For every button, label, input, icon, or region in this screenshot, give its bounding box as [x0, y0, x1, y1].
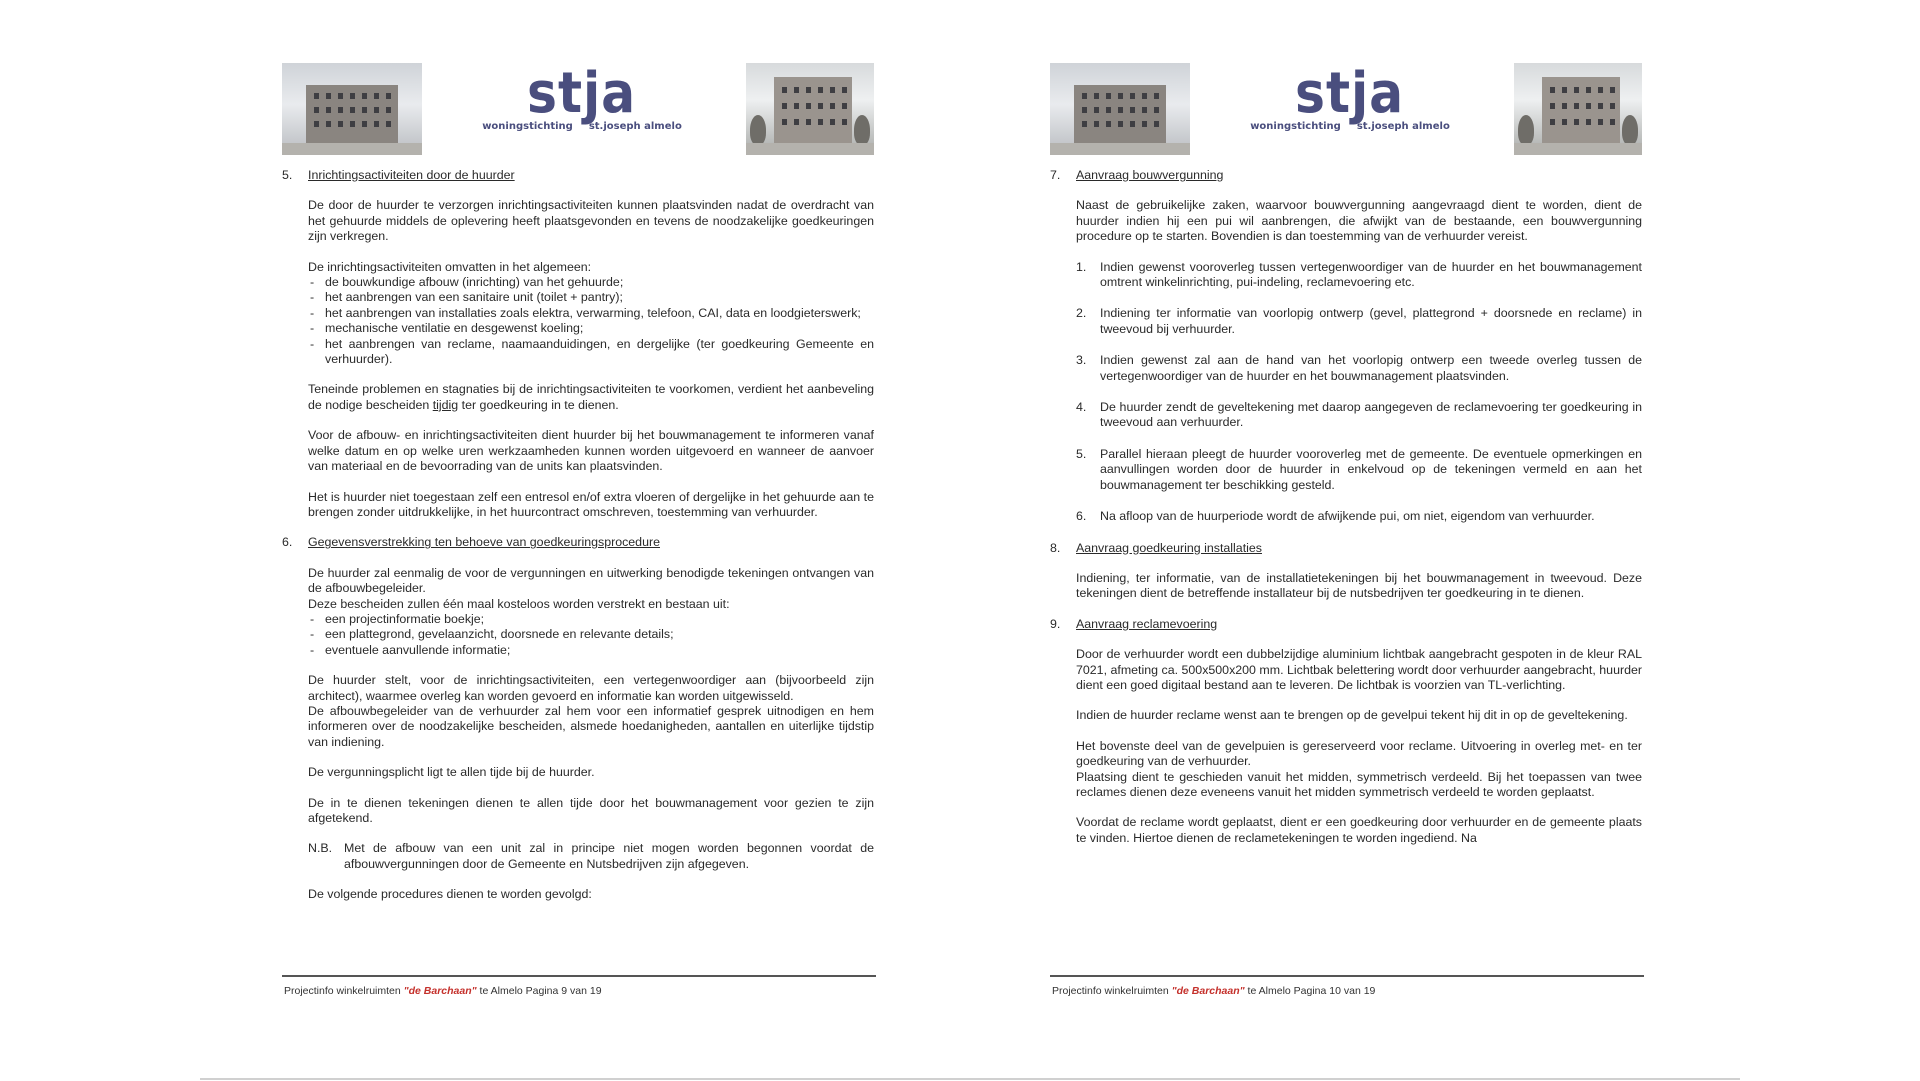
section-5: [282, 168, 874, 520]
stja-logo: [482, 63, 682, 155]
logo-sub-left: woningstichting: [482, 121, 573, 132]
section-number: 8.: [1050, 540, 1061, 555]
list-item: [1076, 260, 1642, 291]
document-page-9: [270, 0, 1030, 1081]
list-item: - een projectinformatie boekje;: [308, 612, 874, 627]
footer-project-name: "de Barchaan": [403, 985, 477, 997]
stja-logo: [1250, 63, 1450, 155]
building-photo: [1514, 63, 1642, 155]
section-title: Aanvraag bouwvergunning: [1076, 168, 1224, 182]
paragraph: De afbouwbegeleider van de verhuurder zal hem voor een informatief gesprek uitnodigen en hem informeren over de noodzakelijke bescheiden, alsmede hoedanigheden, aantallen en uiterlijke tijdstip van indiening.: [308, 703, 874, 749]
list-item: - het aanbrengen van reclame, naamaanduidingen, en dergelijke (ter goedkeuring Gemeente en verhuurder).: [308, 337, 874, 368]
nb-note: [308, 841, 874, 872]
paragraph: [308, 382, 874, 413]
list-item: [1076, 306, 1642, 337]
building-photo: [1050, 63, 1190, 155]
nb-text: Met de afbouw van een unit zal in principe niet mogen worden begonnen voordat de afbouwvergunningen door de Gemeente en Nutsbedrijven zijn afgegeven.: [344, 841, 874, 871]
item-number: 6.: [1076, 509, 1087, 524]
building-photo: [282, 63, 422, 155]
footer-prefix: Projectinfo winkelruimten: [284, 985, 401, 997]
page-header: [282, 63, 874, 155]
bullet-list: [308, 612, 874, 658]
item-text: Na afloop van de huurperiode wordt de afwijkende pui, om niet, eigendom van verhuurder.: [1100, 509, 1595, 524]
page-footer: [1052, 985, 1375, 997]
section-number: 6.: [282, 535, 293, 550]
paragraph: De in te dienen tekeningen dienen te allen tijde door het bouwmanagement voor gezien te zijn afgetekend.: [308, 795, 874, 825]
page-content: [1050, 168, 1642, 861]
paragraph: Voor de afbouw- en inrichtingsactiviteiten dient huurder bij het bouwmanagement te informeren vanaf welke datum en op welke uren werkzaamheden kunnen worden uitgevoerd en wanneer de aanvoer van materiaal en de bevoorrading van de units kan plaatsvinden.: [308, 428, 874, 474]
section-title: Aanvraag reclamevoering: [1076, 616, 1218, 631]
section-title: Gegevensverstrekking ten behoeve van goedkeuringsprocedure: [308, 535, 660, 550]
footer-page-number: te Almelo Pagina 10 van 19: [1247, 985, 1376, 997]
item-text: Indien gewenst zal aan de hand van het voorlopig ontwerp een tweede overleg tussen de vertegenwoordiger van de huurder en het bouwmanagement plaatsvinden.: [1100, 353, 1642, 383]
section-number: 9.: [1050, 616, 1061, 631]
footer-prefix: Projectinfo winkelruimten: [1052, 985, 1169, 997]
page-header: [1050, 63, 1642, 155]
paragraph: De vergunningsplicht ligt te allen tijde bij de huurder.: [308, 765, 595, 780]
paragraph: Deze bescheiden zullen één maal kosteloos worden verstrekt en bestaan uit:: [308, 596, 730, 611]
item-number: 5.: [1076, 446, 1087, 461]
list-item: [1076, 509, 1642, 524]
list-item: - eventuele aanvullende informatie;: [308, 643, 874, 658]
section-9: [1050, 617, 1642, 846]
list-item: - het aanbrengen van een sanitaire unit (toilet + pantry);: [308, 290, 874, 305]
scan-bottom-edge: [200, 1078, 1740, 1080]
building-photo: [746, 63, 874, 155]
paragraph: Naast de gebruikelijke zaken, waarvoor bouwvergunning aangevraagd dient te worden, dient de huurder indien hij een pui wil aanbrengen, die afwijkt van de bestaande, een bouwvergunning procedure op te starten. Bovendien is dan toestemming van de verhuurder vereist.: [1076, 198, 1642, 244]
list-item: - het aanbrengen van installaties zoals elektra, verwarming, telefoon, CAI, data en loodgieterswerk;: [308, 306, 874, 321]
page-footer: [284, 985, 602, 997]
section-8: [1050, 541, 1642, 602]
item-text: De huurder zendt de geveltekening met daarop aangegeven de reclamevoering ter goedkeuring in tweevoud aan verhuurder.: [1100, 400, 1642, 430]
paragraph: De huurder stelt, voor de inrichtingsactiviteiten, een vertegenwoordiger aan (bijvoorbeeld zijn architect), waarmee overleg kan worden gevoerd en informatie kan worden uitgewisseld.: [308, 673, 874, 703]
paragraph: De inrichtingsactiviteiten omvatten in het algemeen:: [308, 259, 592, 274]
logo-sub-right: st.joseph almelo: [1356, 121, 1450, 132]
paragraph: Plaatsing dient te geschieden vanuit het midden, symmetrisch verdeeld. Bij het toepassen van twee reclames dienen deze eveneens vanuit het midden symmetrisch verdeeld te worden geplaatst.: [1076, 769, 1642, 799]
list-item: [1076, 353, 1642, 384]
paragraph: De door de huurder te verzorgen inrichtingsactiviteiten kunnen plaatsvinden nadat de overdracht van het gehuurde middels de oplevering heeft plaatsgevonden en tevens de noodzakelijke goedkeuringen zijn verkregen.: [308, 198, 874, 244]
numbered-list: [1076, 260, 1642, 525]
footer-page-number: te Almelo Pagina 9 van 19: [479, 985, 602, 997]
document-page-10: [1038, 0, 1798, 1081]
page-content: [282, 168, 874, 918]
underlined-word: tijdig: [432, 397, 459, 412]
section-6: [282, 535, 874, 902]
item-number: 4.: [1076, 400, 1087, 415]
item-number: 2.: [1076, 306, 1087, 321]
item-text: Indien gewenst vooroverleg tussen vertegenwoordiger van de huurder en het bouwmanagement omtrent winkelinrichting, pui-indeling, reclamevoering etc.: [1100, 259, 1642, 290]
section-title: Aanvraag goedkeuring installaties: [1076, 540, 1262, 555]
item-text: Indiening ter informatie van voorlopig ontwerp (gevel, plattegrond + doorsnede en reclame) in tweevoud bij verhuurder.: [1100, 306, 1642, 336]
logo-sub-right: st.joseph almelo: [588, 121, 682, 132]
list-item: - een plattegrond, gevelaanzicht, doorsnede en relevante details;: [308, 627, 874, 642]
list-item: - mechanische ventilatie en desgewenst koeling;: [308, 321, 874, 336]
footer-divider: [1050, 975, 1644, 977]
text-span: Teneinde problemen en stagnaties bij de inrichtingsactiviteiten te voorkomen, verdient het aanbeveling de nodige bescheiden: [308, 382, 874, 412]
paragraph: Het bovenste deel van de gevelpuien is gereserveerd voor reclame. Uitvoering in overleg met- en ter goedkeuring van de verhuurder.: [1076, 738, 1642, 769]
paragraph: Het is huurder niet toegestaan zelf een entresol en/of extra vloeren of dergelijke in het gehuurde aan te brengen zonder uitdrukkelijke, in het huurcontract omschreven, toestemming van verhuurder.: [308, 489, 874, 519]
paragraph: De volgende procedures dienen te worden gevolgd:: [308, 887, 592, 902]
footer-divider: [282, 975, 876, 977]
list-item: [1076, 447, 1642, 493]
section-number: 5.: [282, 168, 293, 182]
paragraph: Indien de huurder reclame wenst aan te brengen op de gevelpui tekent hij dit in op de geveltekening.: [1076, 708, 1628, 723]
bullet-list: [308, 275, 874, 367]
section-title: Inrichtingsactiviteiten door de huurder: [308, 168, 515, 182]
section-number: 7.: [1050, 168, 1061, 182]
list-item: [1076, 400, 1642, 431]
paragraph: Voordat de reclame wordt geplaatst, dient er een goedkeuring door verhuurder en de gemeente plaats te vinden. Hiertoe dienen de reclametekeningen te worden ingediend. Na: [1076, 815, 1642, 845]
paragraph: Indiening, ter informatie, van de installatietekeningen bij het bouwmanagement in tweevoud. Deze tekeningen dient de betreffende installateur bij de nutsbedrijven ter goedkeuring in te dienen.: [1076, 570, 1642, 601]
logo-sub-left: woningstichting: [1250, 121, 1341, 132]
list-item: - de bouwkundige afbouw (inrichting) van het gehuurde;: [308, 275, 874, 290]
item-number: 3.: [1076, 353, 1087, 368]
section-7: [1050, 168, 1642, 525]
nb-label: N.B.: [308, 841, 333, 856]
footer-project-name: "de Barchaan": [1171, 985, 1245, 997]
paragraph: De huurder zal eenmalig de voor de vergunningen en uitwerking benodigde tekeningen ontvangen van de afbouwbegeleider.: [308, 565, 874, 596]
text-span: ter goedkeuring in te dienen.: [461, 397, 619, 412]
paragraph: Door de verhuurder wordt een dubbelzijdige aluminium lichtbak aangebracht gespoten in de kleur RAL 7021, afmeting ca. 500x500x200 mm. Lichtbak belettering wordt door verhuurder aangebracht, huurder dient een goed digitaal bestand aan te leveren. De lichtbak is voorzien van TL-verlichting.: [1076, 647, 1642, 692]
item-text: Parallel hieraan pleegt de huurder vooroverleg met de gemeente. De eventuele opmerkingen en aanvullingen worden door de huurder in enkelvoud op de tekeningen vermeld en aan het bouwmanagement ter beschikking gesteld.: [1100, 446, 1642, 492]
logo-wordmark: stja: [527, 61, 637, 126]
logo-wordmark: stja: [1295, 61, 1405, 126]
item-number: 1.: [1076, 259, 1087, 274]
